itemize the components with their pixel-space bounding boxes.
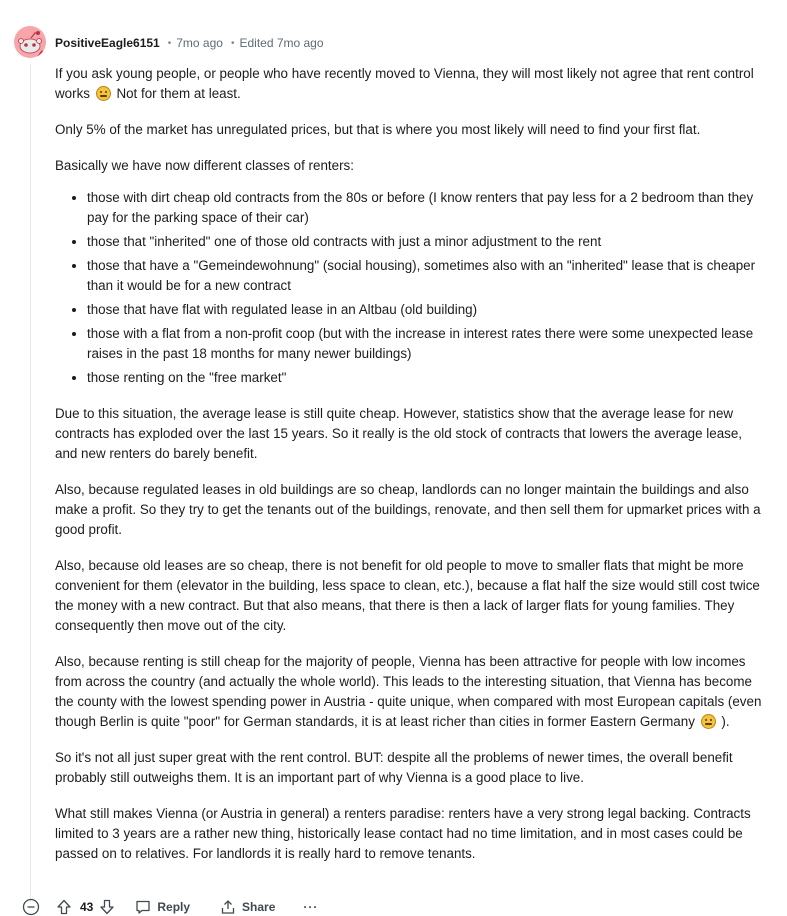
comment-header	[55, 35, 324, 51]
list-item: • those with a flat from a non-profit coop (but with the increase in interest rates there were some unexpected lease raises in the past 18 months for many newer buildings)	[87, 324, 767, 364]
paragraph-text: If you ask young people, or people who have recently moved to Vienna, they will most likely not agree that rent control works	[55, 66, 754, 101]
reply-label: Reply	[157, 900, 191, 914]
separator-dot: •	[167, 37, 172, 49]
more-options-button[interactable]: ···	[303, 900, 319, 914]
list-item: • those that have flat with regulated lease in an Altbau (old building)	[87, 300, 767, 320]
edited-label: Edited 7mo ago	[239, 36, 324, 50]
list-item: • those renting on the "free market"	[87, 368, 767, 388]
list-item: • those that have a "Gemeindewohnung" (social housing), sometimes also with an "inherited" lease that is cheaper than it would be for a new contract	[87, 256, 767, 296]
paragraph	[55, 652, 767, 732]
paragraph: Only 5% of the market has unregulated prices, but that is where you most likely will need to find your first flat.	[55, 122, 701, 137]
username[interactable]: PositiveEagle6151	[55, 36, 160, 50]
paragraph: Basically we have now different classes of renters:	[55, 158, 354, 173]
collapse-button[interactable]	[22, 898, 40, 916]
paragraph: Also, because old leases are so cheap, there is not benefit for old people to move to smaller flats that might be more convenient for them (elevator in the building, less space to clean, etc.), because a flat half the size would still cost twice the money with a new contract. But that also means, that there is then a lack of larger flats for young families. They consequently then move out of the city.	[55, 558, 760, 633]
comment-body	[55, 64, 767, 880]
paragraph-text: ).	[721, 714, 730, 729]
grimacing-face-icon	[701, 714, 716, 729]
paragraph: Also, because regulated leases in old buildings are so cheap, landlords can no longer maintain the buildings and also make a profit. So they try to get the tenants out of the buildings, renovate, and then sell them for upmarket prices with a good profit.	[55, 482, 761, 537]
list-item: • those that "inherited" one of those old contracts with just a minor adjustment to the rent	[87, 232, 767, 252]
renter-classes-list	[55, 188, 767, 388]
paragraph: What still makes Vienna (or Austria in general) a renters paradise: renters have a very strong legal backing. Contracts limited to 3 years are a rather new thing, historically lease contact had no time limitation, and in most cases could be passed on to relatives. For landlords it is really hard to remove tenants.	[55, 806, 751, 861]
separator-dot: •	[230, 37, 235, 49]
paragraph-text: Also, because renting is still cheap for the majority of people, Vienna has been attractive for people with low incomes from across the country (and actually the whole world). This leads to the interesting situation, that Vienna has become the county with the lowest spending power in Austria - quite unique, when compared with most European capitals (even though Berlin is quite "poor" for German standards, it is at least richer than cities in former Eastern Germany	[55, 654, 762, 729]
share-label: Share	[242, 900, 276, 914]
post-time[interactable]: 7mo ago	[176, 36, 223, 50]
snoo-avatar-icon	[14, 26, 46, 58]
user-avatar[interactable]	[14, 26, 46, 58]
list-item: • those with dirt cheap old contracts from the 80s or before (I know renters that pay less for a 2 bedroom than they pay for the parking space of their car)	[87, 188, 767, 228]
collapse-icon	[22, 898, 40, 916]
paragraph: So it's not all just super great with the rent control. BUT: despite all the problems of newer times, the overall benefit probably still outweighs them. It is an important part of why Vienna is a good place to live.	[55, 750, 733, 785]
comment-actions	[22, 898, 318, 916]
grimacing-face-icon	[96, 86, 111, 101]
paragraph: Due to this situation, the average lease is still quite cheap. However, statistics show that the average lease for new contracts has exploded over the last 15 years. So it really is the old stock of contracts that lowers the average lease, and new renters do barely benefit.	[55, 406, 743, 461]
thread-line[interactable]	[30, 64, 31, 902]
vote-score: 43	[80, 900, 94, 914]
paragraph-text: Not for them at least.	[116, 86, 241, 101]
paragraph	[55, 64, 767, 104]
